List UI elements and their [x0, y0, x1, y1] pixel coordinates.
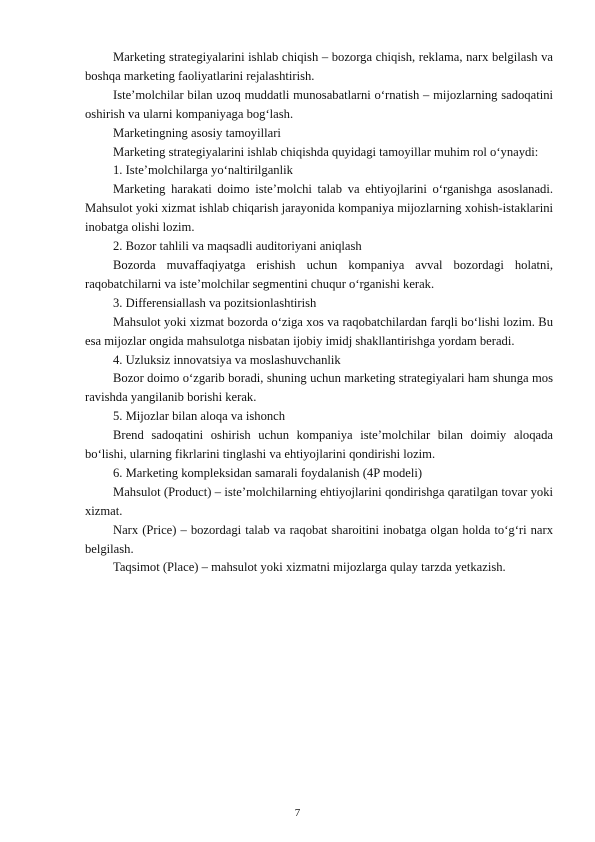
principle-heading: 5. Mijozlar bilan aloqa va ishonch: [113, 409, 286, 424]
principle-heading: 6. Marketing kompleksidan samarali foydalanish (4P modeli): [113, 465, 423, 480]
principle-heading: 1. Iste’molchilarga yo‘naltirilganlik: [113, 163, 293, 178]
paragraph: Mahsulot yoki xizmat bozorda o‘ziga xos va raqobatchilardan farqli bo‘lishi lozim. Bu esa mijozlar ongida mahsulotga nisbatan ijobiy imidj shakllantirishga yordam beradi.: [85, 314, 553, 348]
paragraph: Marketing strategiyalarini ishlab chiqishda quyidagi tamoyillar muhim rol o‘ynaydi:: [113, 144, 539, 159]
paragraph: Bozor doimo o‘zgarib boradi, shuning uchun marketing strategiyalari ham shunga mos ravishda yangilanib borishi kerak.: [85, 371, 553, 405]
principle-heading: 4. Uzluksiz innovatsiya va moslashuvchanlik: [113, 352, 341, 367]
paragraph: Iste’molchilar bilan uzoq muddatli munosabatlarni o‘rnatish – mijozlarning sadoqatini oshirish va ularni kompaniyaga bog‘lash.: [85, 87, 553, 121]
section-heading: Marketingning asosiy tamoyillari: [113, 125, 281, 140]
body-text: [85, 48, 553, 577]
principle-heading: 2. Bozor tahlili va maqsadli auditoriyani aniqlash: [113, 239, 362, 254]
paragraph: Brend sadoqatini oshirish uchun kompaniya iste’molchilar bilan doimiy aloqada bo‘lishi, ularning fikrlarini tinglashi va ehtiyojlarini qondirishi lozim.: [85, 428, 553, 462]
paragraph: Taqsimot (Place) – mahsulot yoki xizmatni mijozlarga qulay tarzda yetkazish.: [113, 560, 506, 575]
paragraph: Marketing harakati doimo iste’molchi talab va ehtiyojlarini o‘rganishga asoslanadi. Mahsulot yoki xizmat ishlab chiqarish jarayonida kompaniya mijozlarning xohish-istaklarini inobatga olishi lozim.: [85, 182, 553, 235]
page-number: 7: [294, 807, 301, 819]
principle-heading: 3. Differensiallash va pozitsionlashtirish: [113, 295, 317, 310]
paragraph: Narx (Price) – bozordagi talab va raqobat sharoitini inobatga olgan holda to‘g‘ri narx belgilash.: [85, 522, 553, 556]
paragraph: Bozorda muvaffaqiyatga erishish uchun kompaniya avval bozordagi holatni, raqobatchilarni va iste’molchilar segmentini chuqur o‘rganishi kerak.: [85, 257, 553, 291]
paragraph: Marketing strategiyalarini ishlab chiqish – bozorga chiqish, reklama, narx belgilash va boshqa marketing faoliyatlarini rejalashtirish.: [85, 50, 553, 83]
paragraph: Mahsulot (Product) – iste’molchilarning ehtiyojlarini qondirishga qaratilgan tovar yoki xizmat.: [85, 484, 553, 518]
